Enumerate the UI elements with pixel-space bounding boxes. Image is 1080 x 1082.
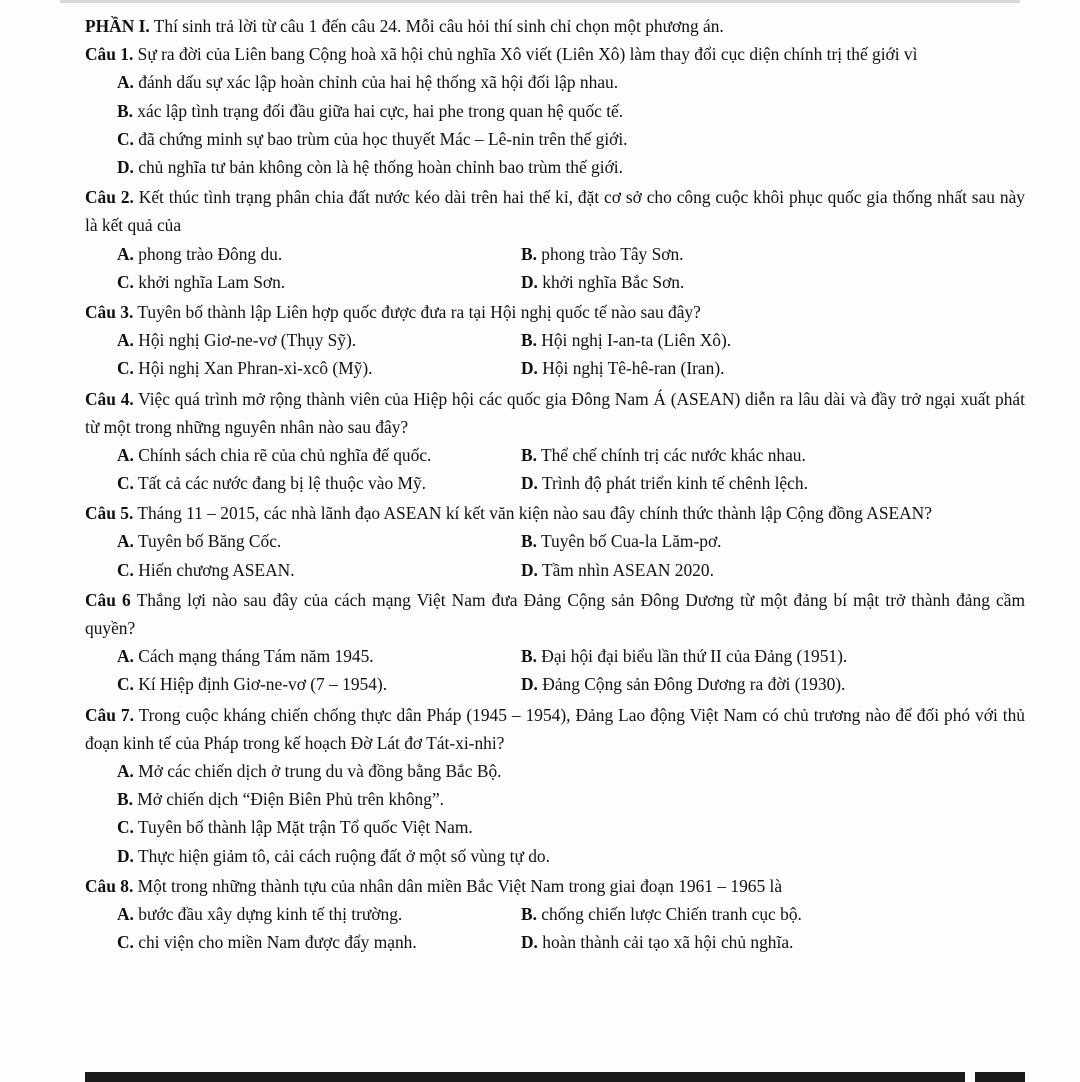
option-d[interactable] xyxy=(521,469,1025,497)
option-text: Chính sách chia rẽ của chủ nghĩa đế quốc. xyxy=(133,444,432,465)
option-a[interactable] xyxy=(85,68,1025,96)
option-letter: C. xyxy=(117,128,134,149)
option-a[interactable] xyxy=(85,900,521,928)
option-a[interactable] xyxy=(85,527,521,555)
option-letter: A. xyxy=(117,243,134,264)
question-stem xyxy=(85,872,1025,900)
option-letter: B. xyxy=(521,646,537,667)
option-letter: D. xyxy=(521,674,538,695)
section-instruction: Thí sinh trả lời từ câu 1 đến câu 24. Mỗi câu hỏi thí sinh chỉ chọn một phương án. xyxy=(149,16,724,36)
option-text: Tuyên bố Băng Cốc. xyxy=(133,531,282,552)
option-row xyxy=(85,928,1025,956)
option-letter: B. xyxy=(521,444,537,465)
option-letter: D. xyxy=(117,845,134,866)
option-row xyxy=(85,642,1025,670)
option-d[interactable] xyxy=(521,556,1025,584)
option-letter: D. xyxy=(521,559,538,580)
option-row xyxy=(85,326,1025,354)
option-letter: B. xyxy=(117,100,133,121)
option-b[interactable] xyxy=(521,326,1025,354)
option-text: Thể chế chính trị các nước khác nhau. xyxy=(536,444,806,465)
option-letter: A. xyxy=(117,646,134,667)
question-text: Tuyên bố thành lập Liên hợp quốc được đưa ra tại Hội nghị quốc tế nào sau đây? xyxy=(133,301,701,322)
option-text: Kí Hiệp định Giơ-ne-vơ (7 – 1954). xyxy=(133,674,388,695)
option-text: Hội nghị Tê-hê-ran (Iran). xyxy=(537,358,725,379)
option-text: Mở chiến dịch “Điện Biên Phủ trên không”. xyxy=(132,789,445,810)
option-c[interactable] xyxy=(85,670,521,698)
section-heading xyxy=(85,12,1025,40)
option-letter: C. xyxy=(117,932,134,953)
option-b[interactable] xyxy=(85,97,1025,125)
exam-content xyxy=(85,12,1025,958)
option-row xyxy=(85,441,1025,469)
top-divider xyxy=(60,0,1020,3)
option-text: chống chiến lược Chiến tranh cục bộ. xyxy=(536,904,802,924)
option-letter: A. xyxy=(117,72,134,93)
option-letter: A. xyxy=(117,531,134,552)
question-stem xyxy=(85,298,1025,326)
option-text: đã chứng minh sự bao trùm của học thuyết Mác – Lê-nin trên thế giới. xyxy=(133,128,628,149)
question-label: Câu 8. xyxy=(85,875,134,896)
question-stem xyxy=(85,499,1025,527)
option-letter: C. xyxy=(117,674,134,695)
option-a[interactable] xyxy=(85,240,521,268)
option-c[interactable] xyxy=(85,469,521,497)
question-text: Tháng 11 – 2015, các nhà lãnh đạo ASEAN kí kết văn kiện nào sau đây chính thức thành lập Cộng đồng ASEAN? xyxy=(133,503,932,524)
option-text: khởi nghĩa Lam Sơn. xyxy=(133,271,286,292)
option-a[interactable] xyxy=(85,441,521,469)
question-stem xyxy=(85,385,1025,441)
option-text: Tuyên bố thành lập Mặt trận Tổ quốc Việt Nam. xyxy=(133,817,473,838)
option-d[interactable] xyxy=(521,928,1025,956)
option-row xyxy=(85,556,1025,584)
option-d[interactable] xyxy=(85,153,1025,181)
option-letter: B. xyxy=(117,789,133,810)
option-text: Tuyên bố Cua-la Lăm-pơ. xyxy=(536,531,722,552)
option-row xyxy=(85,354,1025,382)
option-letter: D. xyxy=(117,156,134,177)
question-stem xyxy=(85,701,1025,757)
option-letter: D. xyxy=(521,358,538,379)
option-text: đánh dấu sự xác lập hoàn chỉnh của hai hệ thống xã hội đối lập nhau. xyxy=(133,72,619,93)
question-text: Sự ra đời của Liên bang Cộng hoà xã hội chủ nghĩa Xô viết (Liên Xô) làm thay đổi cục diện chính trị thế giới vì xyxy=(133,44,918,65)
option-c[interactable] xyxy=(85,268,521,296)
option-text: Hiến chương ASEAN. xyxy=(133,559,295,580)
option-d[interactable] xyxy=(521,354,1025,382)
option-letter: A. xyxy=(117,444,134,465)
option-c[interactable] xyxy=(85,556,521,584)
question-stem xyxy=(85,586,1025,642)
option-text: khởi nghĩa Bắc Sơn. xyxy=(537,271,685,292)
option-row xyxy=(85,240,1025,268)
option-text: bước đầu xây dựng kinh tế thị trường. xyxy=(133,904,403,924)
option-text: chủ nghĩa tư bản không còn là hệ thống hoàn chỉnh bao trùm thế giới. xyxy=(133,156,623,177)
question-text: Thắng lợi nào sau đây của cách mạng Việt Nam đưa Đảng Cộng sản Đông Dương từ một đảng bí mật trở thành đảng cầm quyền? xyxy=(85,589,1025,639)
bottom-bar-right xyxy=(975,1072,1025,1082)
option-text: Cách mạng tháng Tám năm 1945. xyxy=(133,646,374,667)
option-letter: D. xyxy=(521,271,538,292)
question-text: Một trong những thành tựu của nhân dân miền Bắc Việt Nam trong giai đoạn 1961 – 1965 là xyxy=(133,875,783,896)
option-letter: A. xyxy=(117,330,134,351)
option-b[interactable] xyxy=(521,240,1025,268)
option-text: Mở các chiến dịch ở trung du và đồng bằng Bắc Bộ. xyxy=(133,761,502,782)
option-letter: C. xyxy=(117,559,134,580)
question-text: Kết thúc tình trạng phân chia đất nước kéo dài trên hai thế kỉ, đặt cơ sở cho công cuộc khôi phục quốc gia thống nhất sau này là kết quả của xyxy=(85,187,1025,236)
option-row xyxy=(85,670,1025,698)
option-row xyxy=(85,469,1025,497)
question-label: Câu 4. xyxy=(85,388,134,409)
option-text: Hội nghị Xan Phran-xi-xcô (Mỹ). xyxy=(133,358,373,379)
option-row xyxy=(85,527,1025,555)
option-letter: C. xyxy=(117,358,134,379)
question-1 xyxy=(85,40,1025,181)
option-b[interactable] xyxy=(521,527,1025,555)
question-3 xyxy=(85,298,1025,383)
option-letter: C. xyxy=(117,817,134,838)
question-label: Câu 1. xyxy=(85,44,134,65)
option-text: Thực hiện giảm tô, cải cách ruộng đất ở một số vùng tự do. xyxy=(133,845,550,866)
option-text: Trình độ phát triển kinh tế chênh lệch. xyxy=(537,473,808,494)
option-text: Đại hội đại biểu lần thứ II của Đảng (1951). xyxy=(536,646,848,667)
question-label: Câu 7. xyxy=(85,704,134,725)
bottom-divider xyxy=(85,1072,1025,1082)
question-label: Câu 2. xyxy=(85,187,134,208)
option-c[interactable] xyxy=(85,354,521,382)
question-7 xyxy=(85,701,1025,870)
option-letter: D. xyxy=(521,932,538,953)
option-d[interactable] xyxy=(521,670,1025,698)
option-c[interactable] xyxy=(85,813,1025,841)
question-text: Việc quá trình mở rộng thành viên của Hiệp hội các quốc gia Đông Nam Á (ASEAN) diễn ra lâu dài và đầy trở ngại xuất phát từ một trong những nguyên nhân nào sau đây? xyxy=(85,388,1025,437)
option-text: Hội nghị I-an-ta (Liên Xô). xyxy=(536,330,732,351)
option-letter: C. xyxy=(117,271,134,292)
option-d[interactable] xyxy=(85,842,1025,870)
question-8 xyxy=(85,872,1025,957)
option-b[interactable] xyxy=(521,642,1025,670)
question-2 xyxy=(85,183,1025,296)
option-c[interactable] xyxy=(85,928,521,956)
option-row xyxy=(85,268,1025,296)
option-text: xác lập tình trạng đối đầu giữa hai cực, hai phe trong quan hệ quốc tế. xyxy=(132,100,624,121)
option-text: phong trào Đông du. xyxy=(133,243,283,264)
question-label: Câu 6 xyxy=(85,589,131,610)
option-c[interactable] xyxy=(85,125,1025,153)
option-text: Tầm nhìn ASEAN 2020. xyxy=(537,559,714,580)
option-letter: B. xyxy=(521,904,537,924)
option-letter: C. xyxy=(117,473,134,494)
section-label: PHẦN I. xyxy=(85,16,150,36)
bottom-bar-left xyxy=(85,1072,965,1082)
option-letter: B. xyxy=(521,531,537,552)
option-b[interactable] xyxy=(521,900,1025,928)
option-row xyxy=(85,900,1025,928)
option-a[interactable] xyxy=(85,757,1025,785)
option-letter: B. xyxy=(521,243,537,264)
option-text: phong trào Tây Sơn. xyxy=(536,243,684,264)
question-stem xyxy=(85,40,1025,68)
option-b[interactable] xyxy=(85,785,1025,813)
option-letter: A. xyxy=(117,761,134,782)
option-letter: D. xyxy=(521,473,538,494)
question-6 xyxy=(85,586,1025,699)
option-text: Hội nghị Giơ-ne-vơ (Thụy Sỹ). xyxy=(133,330,357,351)
option-text: Tất cả các nước đang bị lệ thuộc vào Mỹ. xyxy=(133,473,427,494)
question-text: Trong cuộc kháng chiến chống thực dân Pháp (1945 – 1954), Đảng Lao động Việt Nam có chủ trương nào để đối phó với thủ đoạn kinh tế của Pháp trong kế hoạch Đờ Lát đơ Tát-xi-nhi? xyxy=(85,704,1025,753)
option-letter: B. xyxy=(521,330,537,351)
option-letter: A. xyxy=(117,904,134,924)
option-text: hoàn thành cải tạo xã hội chủ nghĩa. xyxy=(537,932,794,953)
question-label: Câu 5. xyxy=(85,503,134,524)
question-stem xyxy=(85,183,1025,239)
question-4 xyxy=(85,385,1025,498)
option-text: Đảng Cộng sản Đông Dương ra đời (1930). xyxy=(537,674,846,695)
option-a[interactable] xyxy=(85,642,521,670)
option-d[interactable] xyxy=(521,268,1025,296)
option-b[interactable] xyxy=(521,441,1025,469)
question-label: Câu 3. xyxy=(85,301,134,322)
option-text: chi viện cho miền Nam được đẩy mạnh. xyxy=(133,932,417,953)
option-a[interactable] xyxy=(85,326,521,354)
question-5 xyxy=(85,499,1025,584)
